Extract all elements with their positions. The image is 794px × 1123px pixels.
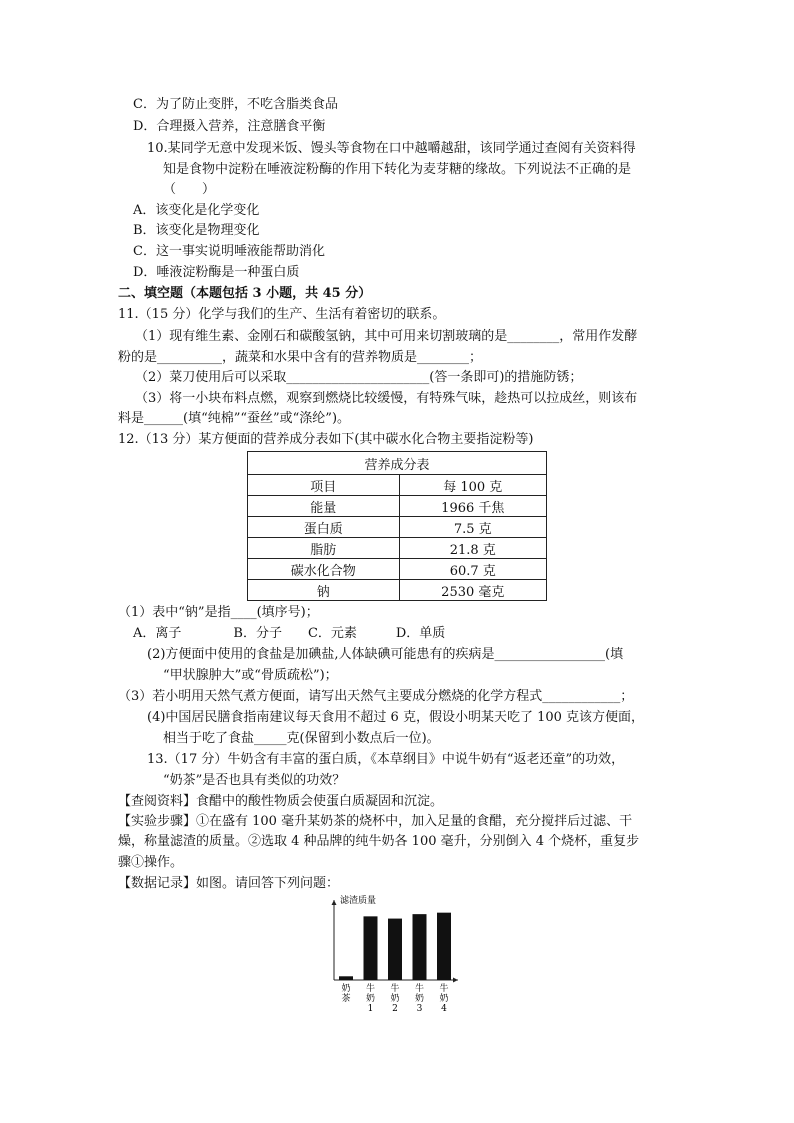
q12-part1-options: A．离子 B．分子 C．元素 D．单质 xyxy=(133,626,446,641)
q12-stem: 12.（13 分）某方便面的营养成分表如下(其中碳水化合物主要指淀粉等) xyxy=(118,432,534,447)
table-cell: 碳水化合物 xyxy=(248,559,400,580)
q11-stem: 11.（15 分）化学与我们的生产、生活有着密切的联系。 xyxy=(118,307,446,322)
q12-part2-line1: (2)方便面中使用的食盐是加碘盐,人体缺碘可能患有的疾病是_________________(填 xyxy=(147,647,624,662)
bar-2 xyxy=(364,916,378,980)
q10-option-b: B．该变化是物理变化 xyxy=(133,223,260,238)
steps-line3: 骤①操作。 xyxy=(118,855,184,870)
table-row xyxy=(248,475,547,496)
x-tick-label: 牛 xyxy=(414,984,425,994)
table-cell: 1966 千焦 xyxy=(399,496,546,517)
q10-line2: 知是食物中淀粉在唾液淀粉酶的作用下转化为麦芽糖的缘故。下列说法不正确的是 xyxy=(163,162,632,177)
q12-part1: （1）表中“钠”是指____(填序号)； xyxy=(118,605,319,620)
table-row xyxy=(248,538,547,559)
table-cell: 7.5 克 xyxy=(399,517,546,538)
x-tick-label: 牛 xyxy=(365,984,376,994)
steps-line2: 燥，称量滤渣的质量。②选取 4 种品牌的纯牛奶各 100 毫升，分别倒入 4 个烧杯，重复步 xyxy=(118,834,640,849)
option-c-prev: C．为了防止变胖，不吃含脂类食品 xyxy=(133,97,338,112)
table-cell: 蛋白质 xyxy=(248,517,400,538)
x-axis-arrow xyxy=(453,978,458,983)
bar-3 xyxy=(388,919,402,980)
q12-part4-line1: (4)中国居民膳食指南建议每天食用不超过 6 克，假设小明某天吃了 100 克该方便面， xyxy=(147,710,645,725)
reference-info: 【查阅资料】食醋中的酸性物质会使蛋白质凝固和沉淀。 xyxy=(118,794,444,809)
x-tick-label: 1 xyxy=(367,1004,374,1014)
q11-part1-line2: 粉的是__________，蔬菜和水果中含有的营养物质是________； xyxy=(118,350,483,365)
q10-option-c: C．这一事实说明唾液能帮助消化 xyxy=(133,244,325,259)
q10-option-a: A．该变化是化学变化 xyxy=(133,203,260,218)
q13-line1: 13.（17 分）牛奶含有丰富的蛋白质，《本草纲目》中说牛奶有“返老还童”的功效， xyxy=(147,752,625,767)
table-row xyxy=(248,580,547,601)
q10-line3: （ ） xyxy=(163,182,216,197)
q12-part4-line2: 相当于吃了食盐_____克(保留到小数点后一位)。 xyxy=(163,731,440,746)
x-tick-label: 茶 xyxy=(341,994,351,1004)
table-cell: 能量 xyxy=(248,496,400,517)
q10-line1: 10.某同学无意中发现米饭、馒头等食物在口中越嚼越甜，该同学通过查阅有关资料得 xyxy=(147,141,636,156)
table-row xyxy=(248,517,547,538)
y-axis-label: 滤渣质量 xyxy=(340,896,377,906)
section-heading: 二、填空题（本题包括 3 小题，共 45 分） xyxy=(118,286,372,301)
q10-option-d: D．唾液淀粉酶是一种蛋白质 xyxy=(133,265,300,280)
x-tick-label: 3 xyxy=(416,1004,423,1014)
table-title: 营养成分表 xyxy=(248,452,547,475)
q13-line2: “奶茶”是否也具有类似的功效？ xyxy=(163,773,346,788)
option-d-prev: D．合理摄入营养，注意膳食平衡 xyxy=(133,119,326,134)
q11-part2: （2）菜刀使用后可以采取______________________(答一条即可)的措施防锈； xyxy=(135,370,583,385)
q11-part3-line2: 料是______(填“纯棉”“蚕丝”或“涤纶”)。 xyxy=(118,411,351,426)
table-cell: 60.7 克 xyxy=(399,559,546,580)
q11-part3-line1: （3）将一小块布料点燃，观察到燃烧比较缓慢，有特殊气味，趁热可以拉成丝，则该布 xyxy=(135,391,638,406)
x-tick-label: 牛 xyxy=(439,984,449,994)
table-cell: 项目 xyxy=(248,475,400,496)
x-tick-label: 奶 xyxy=(439,994,449,1004)
x-tick-label: 奶 xyxy=(414,994,425,1004)
table-cell: 2530 毫克 xyxy=(399,580,546,601)
nutrition-table xyxy=(247,451,547,601)
table-cell: 钠 xyxy=(248,580,400,601)
x-tick-label: 奶 xyxy=(365,994,376,1004)
q12-part2-line2: “甲状腺肿大”或“骨质疏松”)； xyxy=(163,668,338,683)
data-record: 【数据记录】如图。请回答下列问题： xyxy=(118,876,340,891)
q11-part1-line1: （1）现有维生素、金刚石和碳酸氢钠，其中可用来切割玻璃的是________，常用作发酵 xyxy=(135,329,638,344)
table-cell: 脂肪 xyxy=(248,538,400,559)
x-tick-label: 4 xyxy=(441,1004,447,1014)
residue-mass-chart xyxy=(320,892,470,1024)
bar-4 xyxy=(413,914,427,980)
table-cell: 每 100 克 xyxy=(399,475,546,496)
bar-5 xyxy=(437,913,451,980)
y-axis-arrow xyxy=(332,900,337,905)
x-tick-label: 牛 xyxy=(390,984,400,994)
steps-line1: 【实验步骤】①在盛有 100 毫升某奶茶的烧杯中，加入足量的食醋，充分搅拌后过滤、干 xyxy=(118,814,633,829)
x-tick-label: 奶 xyxy=(390,994,400,1004)
x-tick-label: 2 xyxy=(392,1004,398,1014)
q12-part3: （3）若小明用天然气煮方便面，请写出天然气主要成分燃烧的化学方程式____________； xyxy=(118,689,634,704)
table-row xyxy=(248,559,547,580)
x-tick-label: 奶 xyxy=(341,984,351,994)
table-row xyxy=(248,496,547,517)
bar-1 xyxy=(339,976,353,980)
table-cell: 21.8 克 xyxy=(399,538,546,559)
